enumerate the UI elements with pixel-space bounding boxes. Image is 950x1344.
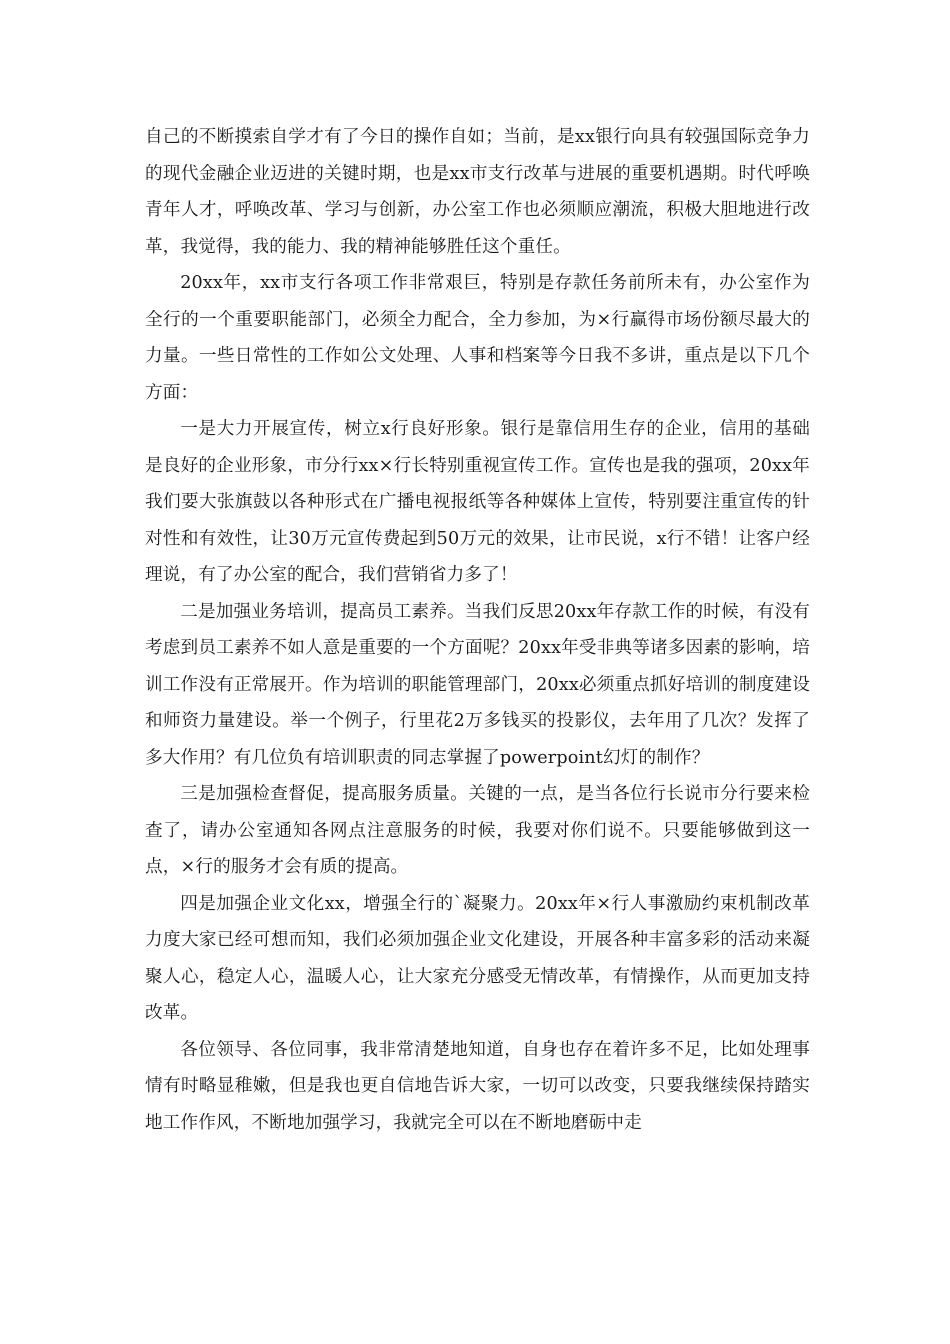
paragraph-2: 20xx年，xx市支行各项工作非常艰巨，特别是存款任务前所未有，办公室作为全行的一个重要职能部门，必须全力配合，全力参加，为×行赢得市场份额尽最大的力量。一些日常性的工作如公文处理、人事和档案等今日我不多讲，重点是以下几个方面： [145, 273, 810, 403]
paragraph-3: 一是大力开展宣传，树立x行良好形象。银行是靠信用生存的企业，信用的基础是良好的企业形象，市分行xx×行长特别重视宣传工作。宣传也是我的强项，20xx年我们要大张旗鼓以各种形式在广播电视报纸等各种媒体上宣传，特别要注重宣传的针对性和有效性，让30万元宣传费起到50万元的效果，让市民说，x行不错！让客户经理说，有了办公室的配合，我们营销省力多了！ [145, 419, 810, 585]
paragraph-1: 自己的不断摸索自学才有了今日的操作自如；当前，是xx银行向具有较强国际竞争力的现代金融企业迈进的关键时期，也是xx市支行改革与进展的重要机遇期。时代呼唤青年人才，呼唤改革、学习与创新，办公室工作也必须顺应潮流，积极大胆地进行改革，我觉得，我的能力、我的精神能够胜任这个重任。 [145, 127, 810, 257]
paragraph-5: 三是加强检查督促，提高服务质量。关键的一点，是当各位行长说市分行要来检查了，请办公室通知各网点注意服务的时候，我要对你们说不。只要能够做到这一点，×行的服务才会有质的提高。 [145, 784, 810, 877]
document-body [145, 119, 810, 1141]
paragraph-4: 二是加强业务培训，提高员工素养。当我们反思20xx年存款工作的时候，有没有考虑到员工素养不如人意是重要的一个方面呢？20xx年受非典等诸多因素的影响，培训工作没有正常展开。作为培训的职能管理部门，20xx必须重点抓好培训的制度建设和师资力量建设。举一个例子，行里花2万多钱买的投影仪，去年用了几次？发挥了多大作用？有几位负有培训职责的同志掌握了powerpoint幻灯的制作？ [145, 601, 810, 768]
paragraph-6: 四是加强企业文化xx，增强全行的`凝聚力。20xx年×行人事激励约束机制改革力度大家已经可想而知，我们必须加强企业文化建设，开展各种丰富多彩的活动来凝聚人心，稳定人心，温暖人心，让大家充分感受无情改革，有情操作，从而更加支持改革。 [145, 893, 810, 1023]
paragraph-7: 各位领导、各位同事，我非常清楚地知道，自身也存在着许多不足，比如处理事情有时略显稚嫩，但是我也更自信地告诉大家，一切可以改变，只要我继续保持踏实地工作作风，不断地加强学习，我就完全可以在不断地磨砺中走 [145, 1039, 810, 1133]
